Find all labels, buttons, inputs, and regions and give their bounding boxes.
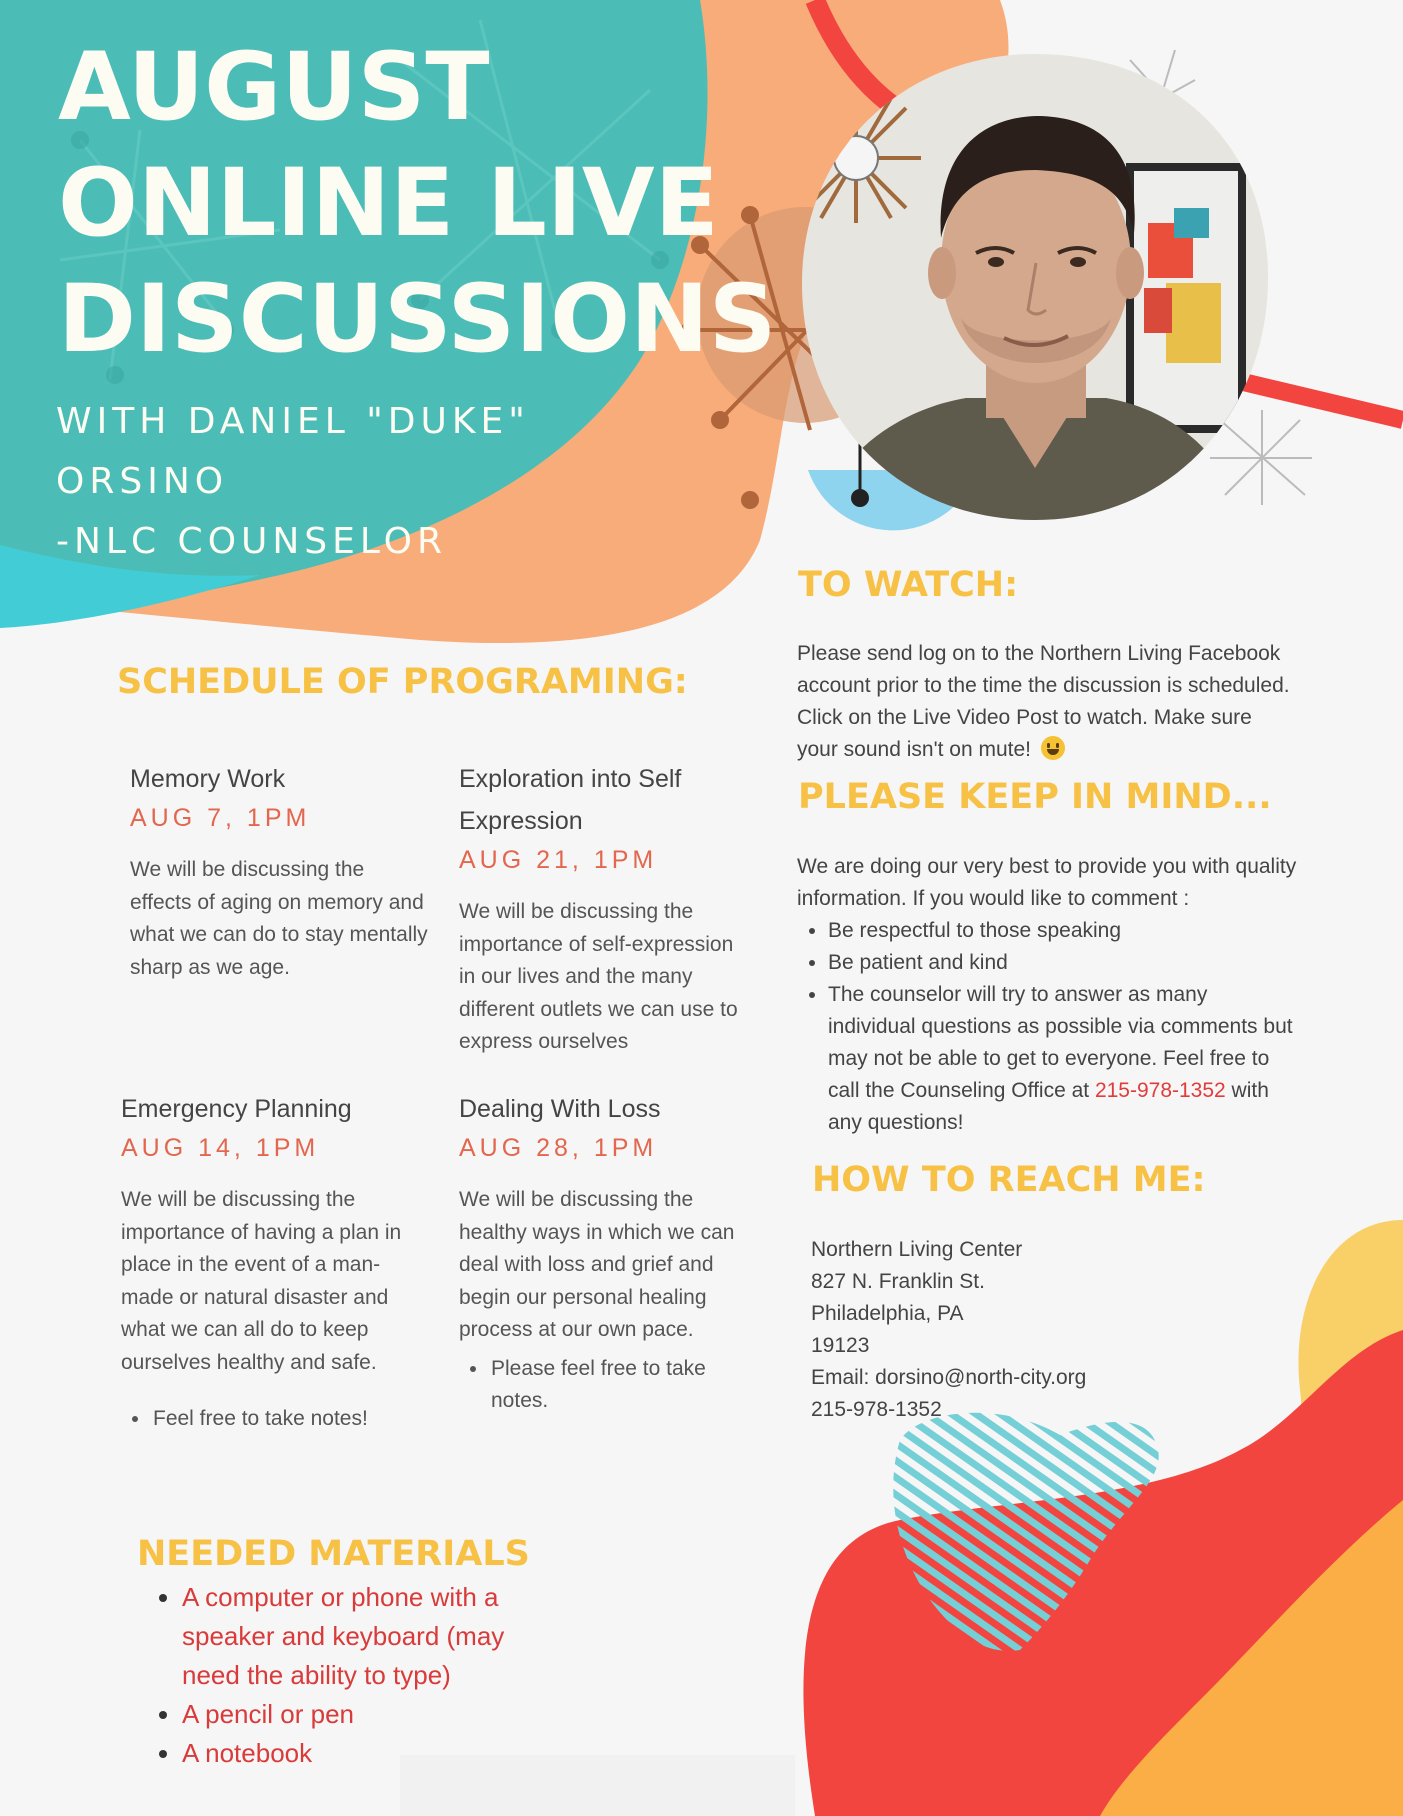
title-line-2: ONLINE LIVE xyxy=(58,149,719,258)
program-description: We will be discussing the importance of self-expression in our lives and the many different outlets we can use to express ourselves xyxy=(459,900,738,1053)
title-line-3: DISCUSSIONS xyxy=(58,265,777,374)
title-line-1: AUGUST xyxy=(58,33,490,142)
contact-email[interactable]: Email: dorsino@north-city.org xyxy=(811,1366,1087,1389)
program-note: • Feel free to take notes! xyxy=(151,1403,421,1436)
materials-list xyxy=(150,1578,512,1773)
guideline-item: • Be respectful to those speaking xyxy=(828,915,1297,947)
guidelines-list xyxy=(797,915,1297,1139)
program-title: Dealing With Loss xyxy=(459,1095,661,1123)
program-title: Memory Work xyxy=(130,765,286,793)
material-item: • A computer or phone with a speaker and keyboard (may need the ability to type) xyxy=(182,1578,512,1695)
program-description: We will be discussing the effects of aging on memory and what we can do to stay mentally sharp as we age. xyxy=(130,858,428,979)
contact-heading: HOW TO REACH ME: xyxy=(812,1160,1206,1200)
program-description: We will be discussing the importance of having a plan in place in the event of a man-made or natural disaster and what we can all do to keep ourselves healthy and safe. xyxy=(121,1188,402,1374)
page-subtitle xyxy=(56,392,696,572)
program-title: Exploration into Self Expression xyxy=(459,765,682,835)
guideline-item: • Be patient and kind xyxy=(828,947,1297,979)
program-notes-list xyxy=(121,1403,421,1436)
program-note: • Please feel free to take notes. xyxy=(489,1353,749,1418)
contact-zip: 19123 xyxy=(811,1334,870,1357)
contact-phone[interactable]: 215-978-1352 xyxy=(811,1398,942,1421)
keep-in-mind-intro: We are doing our very best to provide you with quality information. If you would like to comment : xyxy=(797,855,1297,910)
contact-street: 827 N. Franklin St. xyxy=(811,1270,985,1293)
program-date: AUG 14, 1PM xyxy=(121,1134,320,1162)
watch-text: Please send log on to the Northern Living Facebook account prior to the time the discussion is scheduled. Click on the Live Video Post to watch. Make sure your sound isn't on mute! xyxy=(797,642,1290,761)
program-title: Emergency Planning xyxy=(121,1095,352,1123)
material-item: • A pencil or pen xyxy=(182,1695,512,1734)
materials-heading: NEEDED MATERIALS xyxy=(137,1534,530,1574)
program-date: AUG 28, 1PM xyxy=(459,1134,658,1162)
program-notes-list xyxy=(459,1353,749,1418)
watch-instructions xyxy=(797,638,1297,766)
program-emergency-planning xyxy=(121,1088,421,1436)
watch-heading: TO WATCH: xyxy=(798,565,1019,605)
guideline-item xyxy=(828,979,1297,1139)
subtitle-line-2: -NLC COUNSELOR xyxy=(56,521,448,562)
program-date: AUG 7, 1PM xyxy=(130,804,311,832)
program-date: AUG 21, 1PM xyxy=(459,846,658,874)
schedule-heading: SCHEDULE OF PROGRAMING: xyxy=(117,662,688,702)
program-dealing-with-loss xyxy=(459,1088,749,1418)
counselor-photo xyxy=(796,48,1274,526)
counseling-phone-link[interactable]: 215-978-1352 xyxy=(1094,1079,1226,1102)
program-description: We will be discussing the healthy ways in which we can deal with loss and grief and begin our personal healing process at our own pace. xyxy=(459,1188,735,1341)
contact-name: Northern Living Center xyxy=(811,1238,1023,1261)
page-title xyxy=(58,30,818,378)
subtitle-line-1: WITH DANIEL "DUKE" ORSINO xyxy=(56,401,530,502)
smiley-emoji-icon xyxy=(1041,736,1065,760)
guideline-text: with any questions! xyxy=(828,1079,1269,1134)
program-memory-work xyxy=(130,758,430,984)
material-item: • A notebook xyxy=(182,1734,512,1773)
guideline-text: The counselor will try to answer as many individual questions as possible via comments but may not be able to get to everyone. Feel free to call the Counseling Office at xyxy=(828,983,1293,1102)
program-self-expression xyxy=(459,758,749,1059)
keep-in-mind-heading: PLEASE KEEP IN MIND... xyxy=(798,777,1272,817)
contact-info xyxy=(811,1234,1211,1426)
contact-city: Philadelphia, PA xyxy=(811,1302,964,1325)
keep-in-mind-section xyxy=(797,851,1297,1139)
